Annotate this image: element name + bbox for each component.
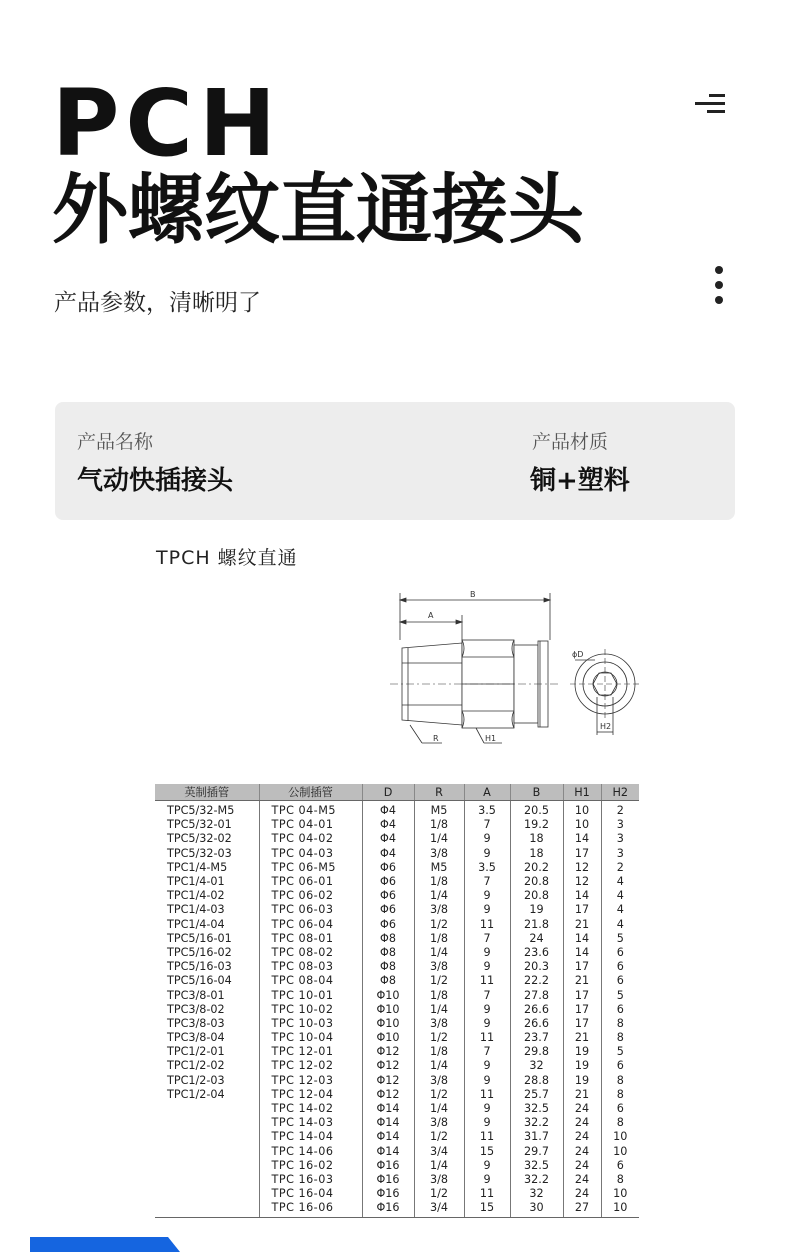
- table-cell: TPC 06-04: [259, 918, 362, 932]
- table-row: [155, 1088, 639, 1102]
- table-cell: TPC5/16-04: [155, 974, 259, 988]
- table-cell: M5: [414, 861, 464, 875]
- table-cell: 14: [563, 889, 601, 903]
- table-cell: TPC1/4-M5: [155, 861, 259, 875]
- table-cell: Φ10: [362, 988, 414, 1002]
- table-cell: 14: [563, 832, 601, 846]
- table-cell: TPC1/2-01: [155, 1045, 259, 1059]
- header-h1: H1: [563, 784, 601, 801]
- table-cell: 20.5: [510, 801, 563, 819]
- table-cell: 22.2: [510, 974, 563, 988]
- table-row: [155, 1159, 639, 1173]
- table-cell: TPC5/32-02: [155, 832, 259, 846]
- table-cell: Φ4: [362, 847, 414, 861]
- table-cell: Φ6: [362, 875, 414, 889]
- table-row: [155, 918, 639, 932]
- table-cell: 17: [563, 960, 601, 974]
- table-cell: 1/8: [414, 988, 464, 1002]
- table-cell: 7: [464, 988, 510, 1002]
- table-cell: 6: [616, 960, 624, 974]
- table-cell: 1/4: [414, 1059, 464, 1073]
- table-cell: TPC 08-02: [259, 946, 362, 960]
- table-row: [155, 946, 639, 960]
- table-cell: 10: [613, 1130, 628, 1144]
- table-cell: 7: [464, 818, 510, 832]
- table-cell: 11: [464, 1187, 510, 1201]
- table-cell: 3/8: [414, 903, 464, 917]
- table-cell: 3/8: [414, 847, 464, 861]
- table-cell: 5: [616, 988, 624, 1002]
- vertical-dots-icon[interactable]: [715, 266, 725, 306]
- table-cell: TPC 04-02: [259, 832, 362, 846]
- table-cell: 11: [464, 1031, 510, 1045]
- table-cell: 9: [464, 889, 510, 903]
- table-cell: TPC 14-06: [259, 1145, 362, 1159]
- table-cell: 28.8: [510, 1074, 563, 1088]
- table-cell: 10: [601, 1201, 639, 1218]
- table-cell: 9: [464, 1159, 510, 1173]
- product-material-label: 产品材质: [532, 431, 609, 453]
- table-cell: TPC 10-03: [259, 1017, 362, 1031]
- table-cell: 27: [563, 1201, 601, 1218]
- table-cell: 9: [464, 960, 510, 974]
- table-cell: 32.2: [510, 1173, 563, 1187]
- header-metric: 公制插管: [259, 784, 362, 801]
- table-cell: 3: [616, 846, 624, 860]
- table-cell: TPC1/4-02: [155, 889, 259, 903]
- table-row: [155, 818, 639, 832]
- table-cell: TPC 16-03: [259, 1173, 362, 1187]
- table-cell: Φ10: [362, 1003, 414, 1017]
- table-cell: 9: [464, 903, 510, 917]
- table-cell: TPC1/4-04: [155, 918, 259, 932]
- diagram-title: TPCH 螺纹直通: [156, 547, 298, 569]
- table-row: [155, 988, 639, 1002]
- table-cell: TPC 12-02: [259, 1059, 362, 1073]
- table-cell: 24: [563, 1173, 601, 1187]
- table-row: [155, 1145, 639, 1159]
- table-cell: Φ12: [362, 1045, 414, 1059]
- table-cell: 1/2: [414, 918, 464, 932]
- table-row: [155, 1031, 639, 1045]
- table-cell: Φ8: [362, 960, 414, 974]
- table-cell: 19: [563, 1045, 601, 1059]
- table-cell: TPC3/8-03: [155, 1017, 259, 1031]
- table-row: [155, 1187, 639, 1201]
- table-cell: TPC 06-M5: [259, 861, 362, 875]
- spec-table: [155, 784, 639, 1218]
- table-cell: [155, 1159, 259, 1173]
- table-cell: 18: [510, 847, 563, 861]
- header-imperial: 英制插管: [155, 784, 259, 801]
- table-cell: 9: [464, 1074, 510, 1088]
- table-cell: Φ14: [362, 1102, 414, 1116]
- table-cell: 20.8: [510, 875, 563, 889]
- table-cell: Φ8: [362, 932, 414, 946]
- table-cell: 9: [464, 1116, 510, 1130]
- table-cell: 7: [464, 875, 510, 889]
- table-cell: Φ14: [362, 1116, 414, 1130]
- table-cell: 24: [563, 1187, 601, 1201]
- table-cell: 10: [563, 818, 601, 832]
- table-cell: 1/4: [414, 946, 464, 960]
- table-cell: M5: [414, 801, 464, 819]
- table-cell: Φ6: [362, 889, 414, 903]
- table-cell: TPC3/8-01: [155, 988, 259, 1002]
- table-cell: TPC 16-04: [259, 1187, 362, 1201]
- table-cell: TPC 06-03: [259, 903, 362, 917]
- table-cell: 29.7: [510, 1145, 563, 1159]
- table-cell: Φ6: [362, 903, 414, 917]
- table-row: [155, 801, 639, 819]
- table-cell: 11: [464, 918, 510, 932]
- table-cell: 19.2: [510, 818, 563, 832]
- table-cell: TPC3/8-04: [155, 1031, 259, 1045]
- table-cell: [155, 1187, 259, 1201]
- table-cell: 32: [510, 1187, 563, 1201]
- table-cell: TPC5/32-03: [155, 847, 259, 861]
- table-cell: TPC 14-02: [259, 1102, 362, 1116]
- table-row: [155, 1017, 639, 1031]
- table-cell: Φ16: [362, 1173, 414, 1187]
- table-cell: 24: [563, 1145, 601, 1159]
- table-cell: 9: [464, 832, 510, 846]
- table-cell: 21.8: [510, 918, 563, 932]
- table-cell: 25.7: [510, 1088, 563, 1102]
- table-cell: 3.5: [464, 801, 510, 819]
- table-cell: TPC 16-02: [259, 1159, 362, 1173]
- table-cell: 20.8: [510, 889, 563, 903]
- table-cell: 17: [563, 847, 601, 861]
- table-row: [155, 1059, 639, 1073]
- table-cell: Φ8: [362, 946, 414, 960]
- table-cell: 9: [464, 1003, 510, 1017]
- table-cell: TPC3/8-02: [155, 1003, 259, 1017]
- table-row: [155, 1201, 639, 1218]
- table-cell: 4: [616, 903, 624, 917]
- table-cell: 6: [616, 1158, 624, 1172]
- table-cell: Φ4: [362, 801, 414, 819]
- table-cell: 32.5: [510, 1159, 563, 1173]
- table-cell: 6: [616, 945, 624, 959]
- dim-label-a: A: [428, 611, 434, 620]
- table-cell: 24: [563, 1116, 601, 1130]
- table-cell: TPC1/2-02: [155, 1059, 259, 1073]
- table-cell: 2: [616, 804, 624, 818]
- table-cell: 10: [563, 801, 601, 819]
- table-cell: TPC 14-04: [259, 1130, 362, 1144]
- table-cell: Φ8: [362, 974, 414, 988]
- table-cell: 21: [563, 918, 601, 932]
- accent-bar: [30, 1237, 180, 1252]
- dim-label-r: R: [433, 734, 439, 743]
- table-cell: TPC 12-04: [259, 1088, 362, 1102]
- table-cell: 3/8: [414, 1074, 464, 1088]
- table-row: [155, 1130, 639, 1144]
- table-cell: 8: [616, 1087, 624, 1101]
- table-cell: 19: [563, 1059, 601, 1073]
- menu-lines-icon[interactable]: [693, 94, 725, 116]
- subtitle: 产品参数，清晰明了: [54, 290, 261, 316]
- table-cell: 1/4: [414, 832, 464, 846]
- table-cell: 32: [510, 1059, 563, 1073]
- table-row: [155, 960, 639, 974]
- header-d: D: [362, 784, 414, 801]
- table-cell: 1/4: [414, 1003, 464, 1017]
- table-cell: 6: [616, 1102, 624, 1116]
- table-cell: TPC 04-03: [259, 847, 362, 861]
- table-cell: TPC5/32-M5: [155, 801, 259, 819]
- table-cell: 26.6: [510, 1017, 563, 1031]
- dim-label-d: ϕD: [572, 650, 584, 659]
- table-cell: 23.7: [510, 1031, 563, 1045]
- table-cell: Φ10: [362, 1031, 414, 1045]
- table-cell: Φ14: [362, 1130, 414, 1144]
- table-cell: 17: [563, 988, 601, 1002]
- table-cell: 9: [464, 1102, 510, 1116]
- table-cell: TPC 04-01: [259, 818, 362, 832]
- table-cell: 17: [563, 903, 601, 917]
- table-cell: 8: [616, 1016, 624, 1030]
- table-cell: Φ12: [362, 1088, 414, 1102]
- table-cell: 11: [464, 1130, 510, 1144]
- header-r: R: [414, 784, 464, 801]
- table-cell: 19: [510, 903, 563, 917]
- table-cell: 14: [563, 932, 601, 946]
- table-cell: 3/8: [414, 960, 464, 974]
- header-h2: H2: [601, 784, 639, 801]
- table-row: [155, 1173, 639, 1187]
- table-cell: [155, 1116, 259, 1130]
- table-cell: Φ16: [362, 1201, 414, 1218]
- table-cell: 6: [616, 1002, 624, 1016]
- table-cell: 7: [464, 1045, 510, 1059]
- table-cell: 1/8: [414, 875, 464, 889]
- table-cell: TPC 06-02: [259, 889, 362, 903]
- table-cell: 19: [563, 1074, 601, 1088]
- table-cell: 1/8: [414, 932, 464, 946]
- table-cell: 3/4: [414, 1201, 464, 1218]
- table-cell: 1/2: [414, 1031, 464, 1045]
- table-cell: 14: [563, 946, 601, 960]
- table-cell: Φ14: [362, 1145, 414, 1159]
- table-cell: TPC 10-04: [259, 1031, 362, 1045]
- dim-label-h2: H2: [600, 722, 612, 731]
- product-name-value: 气动快插接头: [77, 466, 234, 496]
- title-cn: 外螺纹直通接头: [52, 165, 584, 254]
- dim-label-h1: H1: [485, 734, 497, 743]
- table-cell: TPC5/32-01: [155, 818, 259, 832]
- table-cell: 32.5: [510, 1102, 563, 1116]
- table-cell: 24: [563, 1159, 601, 1173]
- table-cell: 31.7: [510, 1130, 563, 1144]
- table-cell: 12: [563, 861, 601, 875]
- table-row: [155, 861, 639, 875]
- table-cell: 1/4: [414, 1102, 464, 1116]
- header-a: A: [464, 784, 510, 801]
- table-row: [155, 932, 639, 946]
- table-cell: 1/2: [414, 1187, 464, 1201]
- table-cell: 10: [613, 1144, 628, 1158]
- table-cell: TPC 08-03: [259, 960, 362, 974]
- table-cell: TPC 10-01: [259, 988, 362, 1002]
- table-cell: 8: [616, 1073, 624, 1087]
- table-cell: 8: [616, 1116, 624, 1130]
- table-cell: 20.2: [510, 861, 563, 875]
- table-cell: 3/8: [414, 1173, 464, 1187]
- table-cell: 7: [464, 932, 510, 946]
- table-cell: Φ6: [362, 918, 414, 932]
- table-cell: 9: [464, 946, 510, 960]
- table-cell: 8: [616, 1172, 624, 1186]
- table-cell: Φ16: [362, 1159, 414, 1173]
- table-cell: 29.8: [510, 1045, 563, 1059]
- table-cell: 9: [464, 847, 510, 861]
- table-cell: [155, 1173, 259, 1187]
- table-cell: TPC 12-03: [259, 1074, 362, 1088]
- table-cell: TPC 16-06: [259, 1201, 362, 1218]
- table-cell: 11: [464, 974, 510, 988]
- table-cell: 24: [510, 932, 563, 946]
- product-material-value: 铜+塑料: [530, 466, 630, 496]
- table-row: [155, 974, 639, 988]
- table-row: [155, 889, 639, 903]
- table-cell: 30: [510, 1201, 563, 1218]
- table-cell: 21: [563, 1088, 601, 1102]
- table-cell: 11: [464, 1088, 510, 1102]
- table-cell: TPC 08-04: [259, 974, 362, 988]
- table-cell: 2: [616, 860, 624, 874]
- table-cell: 1/2: [414, 1130, 464, 1144]
- table-cell: 21: [563, 1031, 601, 1045]
- table-cell: 4: [616, 889, 624, 903]
- table-cell: 17: [563, 1003, 601, 1017]
- table-cell: 3: [616, 832, 624, 846]
- table-cell: [155, 1130, 259, 1144]
- header-b: B: [510, 784, 563, 801]
- table-cell: 1/8: [414, 818, 464, 832]
- table-cell: TPC 10-02: [259, 1003, 362, 1017]
- table-cell: TPC1/2-03: [155, 1074, 259, 1088]
- table-cell: 1/4: [414, 1159, 464, 1173]
- table-cell: 20.3: [510, 960, 563, 974]
- table-cell: 9: [464, 1017, 510, 1031]
- table-cell: Φ6: [362, 861, 414, 875]
- table-cell: 32.2: [510, 1116, 563, 1130]
- table-cell: 15: [464, 1145, 510, 1159]
- table-cell: 1/8: [414, 1045, 464, 1059]
- table-cell: Φ12: [362, 1059, 414, 1073]
- table-cell: 6: [616, 1059, 624, 1073]
- table-cell: 3: [616, 818, 624, 832]
- table-row: [155, 847, 639, 861]
- product-info-box: [55, 402, 735, 520]
- table-cell: Φ10: [362, 1017, 414, 1031]
- table-cell: TPC5/16-02: [155, 946, 259, 960]
- table-cell: TPC5/16-03: [155, 960, 259, 974]
- table-cell: TPC 12-01: [259, 1045, 362, 1059]
- table-cell: Φ4: [362, 818, 414, 832]
- table-cell: 9: [464, 1059, 510, 1073]
- table-cell: [155, 1145, 259, 1159]
- fitting-technical-drawing: [380, 585, 650, 755]
- table-cell: [155, 1102, 259, 1116]
- table-cell: TPC1/4-01: [155, 875, 259, 889]
- table-cell: Φ12: [362, 1074, 414, 1088]
- table-row: [155, 1102, 639, 1116]
- table-cell: TPC1/4-03: [155, 903, 259, 917]
- table-cell: Φ16: [362, 1187, 414, 1201]
- table-cell: 4: [616, 917, 624, 931]
- table-cell: 5: [616, 1045, 624, 1059]
- table-row: [155, 1074, 639, 1088]
- table-cell: 6: [616, 974, 624, 988]
- table-row: [155, 832, 639, 846]
- table-cell: 1/2: [414, 1088, 464, 1102]
- table-cell: 18: [510, 832, 563, 846]
- table-cell: 24: [563, 1102, 601, 1116]
- table-cell: 12: [563, 875, 601, 889]
- table-cell: 26.6: [510, 1003, 563, 1017]
- table-cell: TPC1/2-04: [155, 1088, 259, 1102]
- table-cell: TPC5/16-01: [155, 932, 259, 946]
- table-cell: 3.5: [464, 861, 510, 875]
- table-row: [155, 1003, 639, 1017]
- table-cell: 4: [616, 875, 624, 889]
- table-cell: 3/8: [414, 1017, 464, 1031]
- table-cell: 3/8: [414, 1116, 464, 1130]
- spec-table-header: [155, 784, 639, 801]
- table-row: [155, 875, 639, 889]
- table-cell: 15: [464, 1201, 510, 1218]
- table-cell: 1/4: [414, 889, 464, 903]
- product-name-label: 产品名称: [77, 431, 154, 453]
- table-cell: TPC 08-01: [259, 932, 362, 946]
- table-row: [155, 1116, 639, 1130]
- table-cell: [155, 1201, 259, 1218]
- table-cell: TPC 14-03: [259, 1116, 362, 1130]
- table-cell: 5: [616, 931, 624, 945]
- table-cell: Φ4: [362, 832, 414, 846]
- table-cell: 21: [563, 974, 601, 988]
- table-cell: 10: [613, 1187, 628, 1201]
- table-cell: 27.8: [510, 988, 563, 1002]
- table-cell: 17: [563, 1017, 601, 1031]
- table-row: [155, 903, 639, 917]
- table-cell: 3/4: [414, 1145, 464, 1159]
- table-row: [155, 1045, 639, 1059]
- table-cell: 24: [563, 1130, 601, 1144]
- table-cell: 9: [464, 1173, 510, 1187]
- title-en: PCH: [52, 70, 282, 177]
- dim-label-b: B: [470, 590, 476, 599]
- table-cell: 8: [616, 1031, 624, 1045]
- table-cell: TPC 04-M5: [259, 801, 362, 819]
- table-cell: 1/2: [414, 974, 464, 988]
- table-cell: 23.6: [510, 946, 563, 960]
- table-cell: TPC 06-01: [259, 875, 362, 889]
